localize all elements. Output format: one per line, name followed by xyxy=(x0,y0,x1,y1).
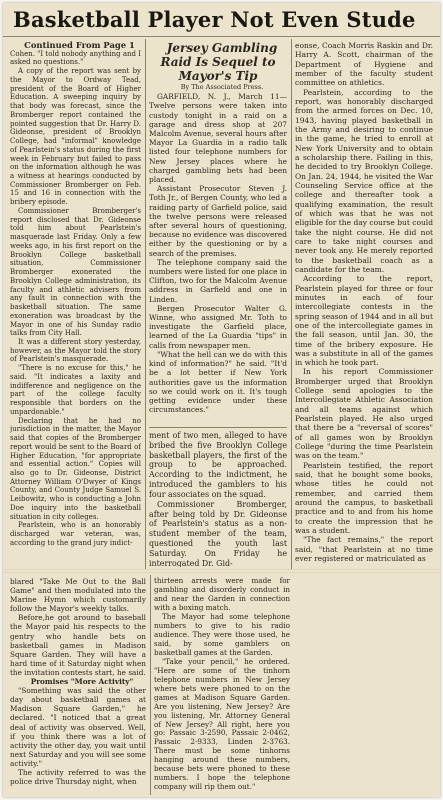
column-rule xyxy=(291,39,292,569)
lower-column-2 xyxy=(154,577,290,793)
sidebar-headline: Jersey Gambling Raid Is Sequel to Mayor's Tip xyxy=(160,41,278,83)
paragraph: Declaring that he had no jurisdiction in the matter, the Mayor said that copies of the Bromberger report would be sent to the Board of Higher Education, "for appropriate and essential action." Copies will also go to Dr. Gideonse, District Attorney William O'Dwyer of Kings County, and County Judge Samuel S. Leibowitz, who is conducting a John Doe inquiry into the basketball situation in city colleges. xyxy=(10,416,141,521)
paragraph: "There is no excuse for this," he said. "It indicates a laxity and indifference and negligence on the part of the college faculty responsible that borders on the unpardonable." xyxy=(10,364,141,416)
paragraph: Cohen. "I told nobody anything and I asked no questions." xyxy=(10,49,141,67)
column-rule xyxy=(150,575,151,795)
column-rule xyxy=(145,39,146,569)
paragraph: ment of two men, alleged to have bribed the five Brooklyn College basketball players, the first of the group to be approached. According to the indictment, he introduced the gamblers to his four associates on the squad. xyxy=(149,431,287,499)
paragraph: Before,he got around to baseball the Mayor paid his respects to the gentry who handle bets on basketball games in Madison Square Garden. They will have a hard time of it Saturday night when the invitation contests start, he said. xyxy=(10,613,146,677)
paragraph: In his report Commissioner Bromberger urged that Brooklyn College send apologies to the Intercollegiate Athletic Association and all teams against which Pearlstein played. He also urged that there be a "reversal of scores" of all games won by Brooklyn College "during the time Pearlstein was on the team." xyxy=(295,367,433,461)
paragraph: Pearlstein, according to the report, was honorably discharged from the armed forces on Dec. 10, 1943, having played basketball in the Army and desiring to continue in the game, he tried to enroll at New York University and to obtain a scholarship there. Failing in this, he decided to try Brooklyn College. On Jan. 24, 1944, he visited the War Counseling Service office at the college and thereafter took a qualifying examination, the result of which was that he was not eligible for the day course but could take the night course. He did not care to take night courses and never took any. He merely reported to the basketball coach as a candidate for the team. xyxy=(295,87,433,274)
paragraph: "Something was said the other day about basketball games at Madison Square Garden," he declared. "I noticed that a great deal of activity was observed. Well, if you think there was a lot of activity the other day, you wait until next Saturday and you will see some activity." xyxy=(10,686,146,768)
paragraph: The Mayor had some telephone numbers to give to his radio audience. They were those used, he said, by some gamblers on basketball games at the Garden. xyxy=(154,611,290,657)
paragraph: It was a different story yesterday, however, as the Mayor told the story of Pearlstein's masquerade. xyxy=(10,337,141,364)
sidebar-story xyxy=(149,41,287,423)
column-1 xyxy=(10,41,141,567)
paragraph: blared "Take Me Out to the Ball Game" and then modulated into the Marine Hymn which customarily follow the Mayor's weekly talks. xyxy=(10,577,146,614)
paragraph: The activity referred to was the police drive Thursday night, when xyxy=(10,767,146,787)
paragraph: Commissioner Bromberger, after being told by Dr. Gideonse of Pearlstein's status as a non-student member of the team, questioned the youth last Saturday. On Friday he interrogated Dr. Gid- xyxy=(149,499,287,567)
lower-column-1 xyxy=(10,577,146,793)
paragraph: thirteen arrests were made for gambling and disorderly conduct in and near the Garden in connection with a boxing match. xyxy=(154,577,290,612)
paragraph: GARFIELD, N. J., March 11— Twelve persons were taken into custody tonight in a raid on a garage and dress shop at 207 Malcolm Avenue, several hours after Mayor La Guardia in a radio talk listed four telephone numbers for New Jersey places where he charged gambling bets had been placed. xyxy=(149,92,287,185)
paragraph: eonse, Coach Morris Raskin and Dr. Harry A. Scott, chairman of the Department of Hygiene and member of the faculty student committee on athletics. xyxy=(295,41,433,88)
newspaper-clipping xyxy=(3,3,440,797)
column-2 xyxy=(149,431,287,567)
paragraph: "What the hell can we do with this kind of information?" he said. "It'd be a lot better if New York authorities gave us the information so we could work on it. It's tough getting evidence under these circumstances." xyxy=(149,349,287,415)
column-3 xyxy=(295,41,433,567)
paragraph: "Take your pencil," he ordered. "Here are some of the tinhorn telephone numbers in New Jersey where bets were phoned to on the games at Madison Square Garden. Are you listening, New Jersey? Are you listening, Mr. Attorney General of New Jersey? All right, here you go: Passaic 3-2590, Passaic 2-0462, Passaic 2-9333, Linden 2-3763. There must be some tinhorns hanging around these numbers, because bets were phoned to these numbers. I hope the telephone company will rip them out." xyxy=(154,656,290,792)
byline: By The Associated Press. xyxy=(180,83,264,91)
subheading: Promises "More Activity" xyxy=(30,677,134,687)
clipping-seam xyxy=(3,569,440,573)
paragraph: Pearlstein testified, the report said, that he bought some books, whose titles he could not remember, and carried them around the campus, to basketball practice and to and from his home to create the impression that he was a student. xyxy=(295,460,433,536)
paragraph: "The fact remains," the report said, "that Pearlstein at no time ever registered or matriculated as xyxy=(295,535,433,564)
headline: Basketball Player Not Even Stude xyxy=(3,3,440,37)
sidebar-rule xyxy=(149,427,287,428)
paragraph: Commissioner Bromberger's report disclosed that Dr. Gideonse told him about Pearlstein's masquerade last Friday. Only a few weeks ago, in his first report on the Brooklyn College basketball situation, Commissioner Bromberger exonerated the Brooklyn College administration, its faculty and athletic advisers from any fault in connection with the basketball situation. The same exoneration was broadcast by the Mayor in one of his Sunday radio talks from City Hall. xyxy=(10,206,141,338)
paragraph: A copy of the report was sent by the Mayor to Ordway Tead, president of the Board of Higher Education. A sweeping inquiry by that body was forecast, since the Bromberger report contained the pointed suggestion that Dr. Harry D. Gideonse, president of Brooklyn College, had "informal" knowledge of Pearlstein's status during the first week in February but failed to pass on the information although he was a witness at hearings conducted by Commissioner Bromberger on Feb. 15 and 16 in connection with the bribery episode. xyxy=(10,67,141,207)
paragraph: The telephone company said the numbers were listed for one place in Clifton, two for the Malcolm Avenue address in Garfield and one in Linden. xyxy=(149,257,287,304)
continued-label: Continued From Page 1 xyxy=(24,41,135,50)
paragraph: Bergen Prosecutor Walter G. Winne, who assigned Mr. Toth to investigate the Garfield place, learned of the La Guardia "tips" in calls from newspaper men. xyxy=(149,303,287,350)
paragraph: Assistant Prosecutor Steven J. Toth Jr., of Bergen County, who led a raiding party of Garfield police, said the twelve persons were released after several hours of questioning, because no evidence was discovered either by the questioning or by a search of the premises. xyxy=(149,184,287,258)
paragraph: According to the report, Pearlstein played for three or four minutes in each of four intercollegiate contests in the spring season of 1944 and in all but one of the intercollegiate games in the fall season, until Jan. 30, the time of the bribery exposure. He was a substitute in all of the games in which he took part. xyxy=(295,274,433,368)
paragraph: Pearlstein, who is an honorably discharged war veteran, was, according to the grand jury indict- xyxy=(10,521,141,547)
